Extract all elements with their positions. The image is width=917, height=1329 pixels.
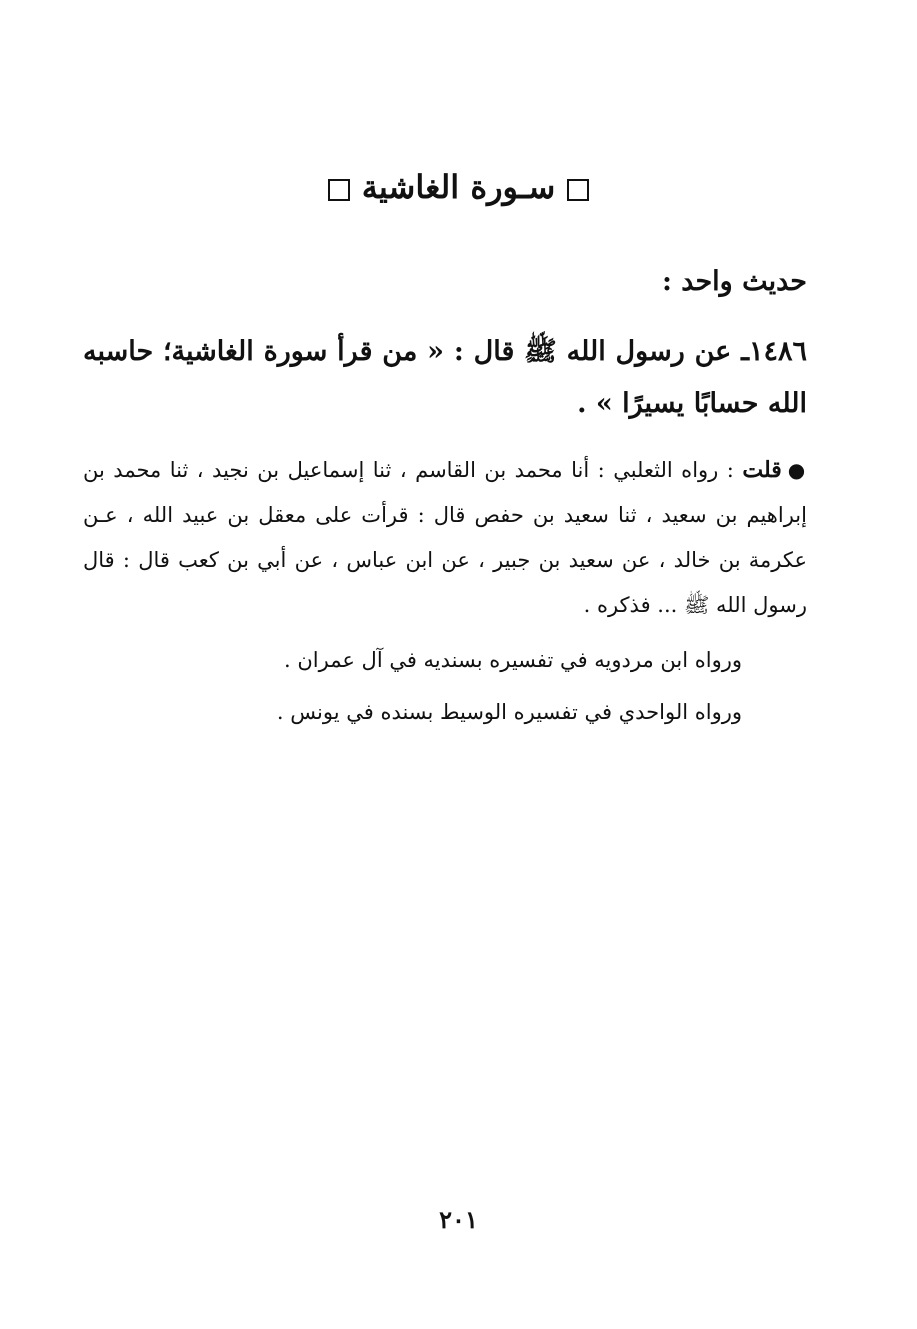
commentary-paragraph	[83, 448, 807, 628]
section-heading: حديث واحد :	[661, 266, 807, 297]
box-icon	[567, 179, 589, 201]
surah-title	[0, 165, 917, 209]
page-number: ٢٠١	[439, 1205, 478, 1234]
commentary-label: قلت	[742, 457, 782, 483]
commentary-text: : رواه الثعلبي : أنا محمد بن القاسم ، ثنا إسماعيل بن نجيد ، ثنا محمد بن إبراهيم بن سعيد ، ثنا سعيد بن حفص قال : قرأت على معقل بن عبيد الله ، عـن عكرمة بن خالد ، عن سعيد بن جبير ، عن ابن عباس ، عن أبي بن كعب قال : قال رسول الله ﷺ ... فذكره .	[83, 458, 807, 617]
additional-narration: ورواه الواحدي في تفسيره الوسيط بسنده في يونس .	[276, 700, 742, 724]
hadith-paragraph	[83, 326, 807, 430]
box-icon	[328, 179, 350, 201]
hadith-number: ١٤٨٦	[748, 336, 807, 367]
hadith-text: ـ عن رسول الله ﷺ قال : « من قرأ سورة الغاشية؛ حاسبه الله حسابًا يسيرًا » .	[83, 336, 807, 419]
bullet-icon: ●	[787, 458, 807, 482]
surah-title-text: سـورة الغاشية	[361, 168, 556, 206]
additional-narration: ورواه ابن مردويه في تفسيره بسنديه في آل عمران .	[284, 648, 742, 672]
